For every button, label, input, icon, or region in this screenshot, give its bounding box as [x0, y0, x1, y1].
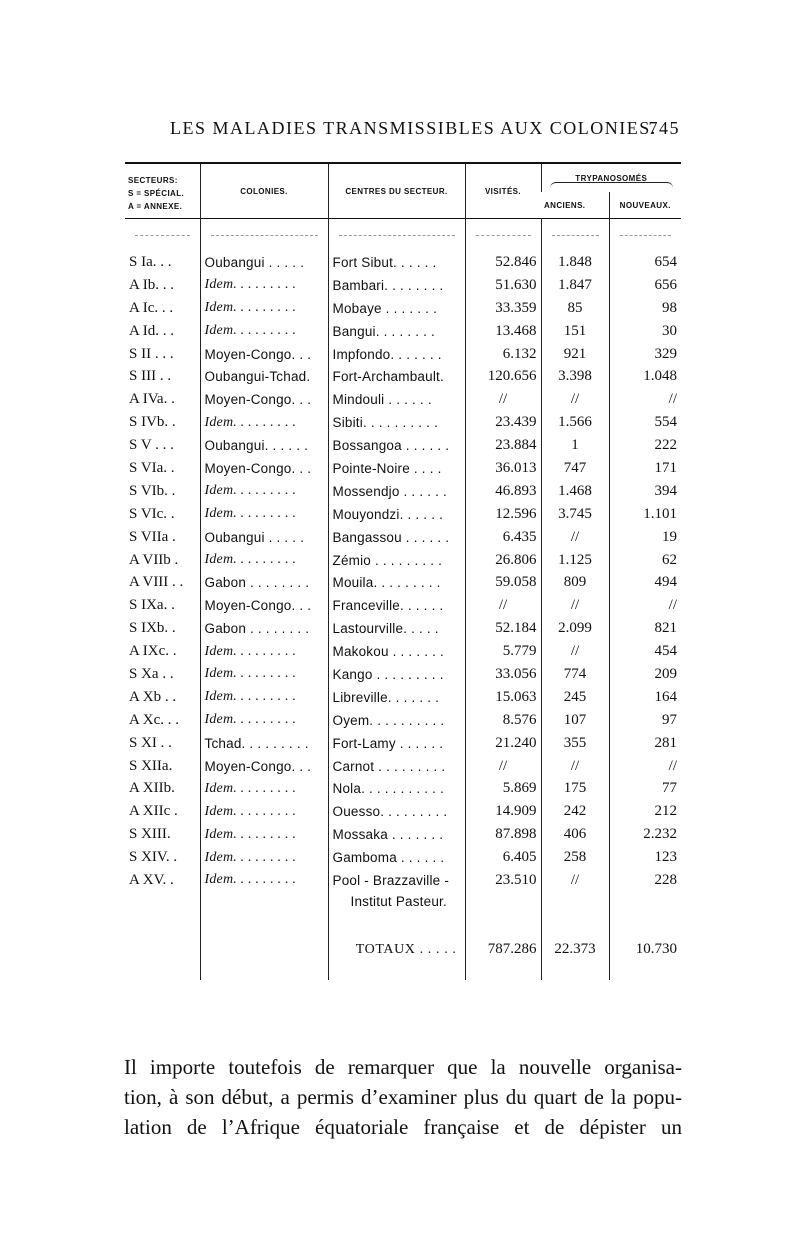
- nouveaux-cell: 171: [609, 457, 681, 480]
- anciens-cell: 3.745: [541, 503, 609, 526]
- table-row: [125, 365, 681, 388]
- anciens-cell: 107: [541, 709, 609, 732]
- centre-cell: Mossaka . . . . . . .: [328, 823, 465, 846]
- centre-cell: Makokou . . . . . . .: [328, 640, 465, 663]
- colony-cell: Idem. . . . . . . . .: [200, 800, 328, 823]
- centre-cell: Pool - Brazzaville -: [328, 869, 465, 892]
- table-row: [125, 503, 681, 526]
- nouveaux-cell: 98: [609, 297, 681, 320]
- visited-cell: //: [465, 755, 541, 778]
- empty-cell: [609, 892, 681, 912]
- divider: [552, 235, 599, 236]
- sector-cell: A XIIb.: [129, 780, 175, 797]
- anciens-cell: //: [541, 869, 609, 892]
- colony-cell: Idem. . . . . . . . .: [200, 480, 328, 503]
- divider: [211, 235, 318, 236]
- sector-cell: A Ic. . .: [129, 299, 174, 316]
- header-visites: VISITÉS.: [465, 163, 541, 219]
- colony-cell: Idem. . . . . . . . .: [200, 297, 328, 320]
- table-row: [125, 411, 681, 434]
- table-row: [125, 549, 681, 572]
- nouveaux-cell: 454: [609, 640, 681, 663]
- page-number: 745: [648, 118, 680, 138]
- colony-cell: Oubangui. . . . . .: [200, 434, 328, 457]
- visited-cell: 5.869: [465, 777, 541, 800]
- totals-anciens: 22.373: [541, 912, 609, 980]
- header-trypanosomes-label: TRYPANOSOMÉS: [575, 173, 648, 183]
- colony-cell: Oubangui . . . . .: [200, 251, 328, 274]
- anciens-cell: //: [541, 755, 609, 778]
- colony-cell: Gabon . . . . . . . .: [200, 617, 328, 640]
- centre-cell: Bossangoa . . . . . .: [328, 434, 465, 457]
- sector-cell: A IVa. .: [129, 391, 175, 408]
- anciens-cell: //: [541, 388, 609, 411]
- centre-cell: Impfondo. . . . . . .: [328, 343, 465, 366]
- table-row: [125, 755, 681, 778]
- divider: [476, 235, 531, 236]
- anciens-cell: 355: [541, 732, 609, 755]
- table-row: [125, 320, 681, 343]
- colony-cell: Idem. . . . . . . . .: [200, 663, 328, 686]
- running-head: [128, 118, 680, 142]
- sector-cell: A IXc. .: [129, 643, 177, 660]
- centre-cell: Bangui. . . . . . . .: [328, 320, 465, 343]
- table-row: [125, 526, 681, 549]
- centre-cell: Gamboma . . . . . .: [328, 846, 465, 869]
- visited-cell: 12.596: [465, 503, 541, 526]
- colony-cell: Idem. . . . . . . . .: [200, 320, 328, 343]
- colony-cell: Idem. . . . . . . . .: [200, 411, 328, 434]
- nouveaux-cell: 212: [609, 800, 681, 823]
- sector-cell: S IXb. .: [129, 620, 176, 637]
- table-row: [125, 663, 681, 686]
- visited-cell: 51.630: [465, 274, 541, 297]
- visited-cell: 23.510: [465, 869, 541, 892]
- anciens-cell: 1.566: [541, 411, 609, 434]
- table-row: [125, 251, 681, 274]
- nouveaux-cell: //: [609, 594, 681, 617]
- sector-cell: S XIV. .: [129, 849, 178, 866]
- anciens-cell: 3.398: [541, 365, 609, 388]
- nouveaux-cell: 209: [609, 663, 681, 686]
- table-row: [125, 732, 681, 755]
- table-row: [125, 640, 681, 663]
- divider: [135, 235, 190, 236]
- table-row: [125, 777, 681, 800]
- colony-cell: Gabon . . . . . . . .: [200, 571, 328, 594]
- table-row: [125, 297, 681, 320]
- nouveaux-cell: 494: [609, 571, 681, 594]
- visited-cell: 13.468: [465, 320, 541, 343]
- anciens-cell: //: [541, 594, 609, 617]
- table-row: [125, 571, 681, 594]
- totals-nouveaux: 10.730: [609, 912, 681, 980]
- nouveaux-cell: 164: [609, 686, 681, 709]
- nouveaux-cell: 19: [609, 526, 681, 549]
- nouveaux-cell: 222: [609, 434, 681, 457]
- table-row-continuation: [125, 892, 681, 912]
- visited-cell: 52.846: [465, 251, 541, 274]
- anciens-cell: 1.848: [541, 251, 609, 274]
- colony-cell: Moyen-Congo. . .: [200, 457, 328, 480]
- sector-cell: A Id. . .: [129, 322, 174, 339]
- colony-cell: Idem. . . . . . . . .: [200, 823, 328, 846]
- table-row: [125, 388, 681, 411]
- empty-cell: [465, 892, 541, 912]
- visited-cell: 46.893: [465, 480, 541, 503]
- visited-cell: 59.058: [465, 571, 541, 594]
- header-colonies: COLONIES.: [200, 163, 328, 219]
- centre-cell: Mouila. . . . . . . . .: [328, 571, 465, 594]
- colony-cell: Moyen-Congo. . .: [200, 755, 328, 778]
- colony-cell: Moyen-Congo. . .: [200, 594, 328, 617]
- sector-cell: A Xb . .: [129, 688, 177, 705]
- visited-cell: 14.909: [465, 800, 541, 823]
- anciens-cell: 1.468: [541, 480, 609, 503]
- visited-cell: 36.013: [465, 457, 541, 480]
- visited-cell: 52.184: [465, 617, 541, 640]
- body-line: tion, à son début, a permis d’examiner plus du quart de la popu-: [124, 1085, 682, 1109]
- anciens-cell: 85: [541, 297, 609, 320]
- table-row: [125, 594, 681, 617]
- colony-cell: Idem. . . . . . . . .: [200, 846, 328, 869]
- centre-cell: Fort Sibut. . . . . .: [328, 251, 465, 274]
- anciens-cell: 1.125: [541, 549, 609, 572]
- nouveaux-cell: 97: [609, 709, 681, 732]
- table-body: [125, 219, 681, 980]
- anciens-cell: 151: [541, 320, 609, 343]
- visited-cell: 6.132: [465, 343, 541, 366]
- sector-cell: S VIIa .: [129, 528, 176, 545]
- centre-cell: Mindouli . . . . . .: [328, 388, 465, 411]
- sector-cell: A VIIb .: [129, 551, 179, 568]
- colony-cell: Idem. . . . . . . . .: [200, 709, 328, 732]
- anciens-cell: 406: [541, 823, 609, 846]
- centre-cell: Libreville. . . . . . .: [328, 686, 465, 709]
- sector-cell: S Xa . .: [129, 665, 174, 682]
- table-row: [125, 434, 681, 457]
- running-title: LES MALADIES TRANSMISSIBLES AUX COLONIES.: [170, 118, 657, 138]
- centre-cell: Ouesso. . . . . . . . .: [328, 800, 465, 823]
- nouveaux-cell: 329: [609, 343, 681, 366]
- anciens-cell: 245: [541, 686, 609, 709]
- nouveaux-cell: 656: [609, 274, 681, 297]
- centre-cell: Fort-Lamy . . . . . .: [328, 732, 465, 755]
- nouveaux-cell: 1.048: [609, 365, 681, 388]
- anciens-cell: 1.847: [541, 274, 609, 297]
- anciens-cell: 175: [541, 777, 609, 800]
- visited-cell: 33.056: [465, 663, 541, 686]
- anciens-cell: 242: [541, 800, 609, 823]
- sector-cell: S IXa. .: [129, 597, 175, 614]
- nouveaux-cell: 228: [609, 869, 681, 892]
- table-row: [125, 823, 681, 846]
- table-row: [125, 617, 681, 640]
- sector-cell: A XIIc .: [129, 803, 178, 820]
- centre-continuation-cell: Institut Pasteur.: [328, 892, 465, 912]
- colony-cell: Idem. . . . . . . . .: [200, 777, 328, 800]
- visited-cell: 23.884: [465, 434, 541, 457]
- nouveaux-cell: 77: [609, 777, 681, 800]
- visited-cell: 6.435: [465, 526, 541, 549]
- anciens-cell: 2.099: [541, 617, 609, 640]
- centre-cell: Mobaye . . . . . . .: [328, 297, 465, 320]
- brace-icon: [550, 182, 674, 189]
- table-row: [125, 709, 681, 732]
- colony-cell: Moyen-Congo. . .: [200, 343, 328, 366]
- nouveaux-cell: 62: [609, 549, 681, 572]
- nouveaux-cell: 821: [609, 617, 681, 640]
- spacer-row: [125, 219, 681, 252]
- visited-cell: 8.576: [465, 709, 541, 732]
- nouveaux-cell: 394: [609, 480, 681, 503]
- centre-cell: Lastourville. . . . .: [328, 617, 465, 640]
- centre-cell: Pointe-Noire . . . .: [328, 457, 465, 480]
- centre-cell: Fort-Archambault.: [328, 365, 465, 388]
- nouveaux-cell: 30: [609, 320, 681, 343]
- table-row: [125, 686, 681, 709]
- body-line: lation de l’Afrique équatoriale française et de dépister un: [124, 1115, 682, 1139]
- colony-cell: Idem. . . . . . . . .: [200, 274, 328, 297]
- empty-cell: [125, 892, 200, 912]
- body-line: Il importe toutefois de remarquer que la nouvelle organisa-: [124, 1055, 682, 1079]
- table-row: [125, 869, 681, 892]
- nouveaux-cell: //: [609, 755, 681, 778]
- table-row: [125, 800, 681, 823]
- divider: [620, 235, 672, 236]
- sector-cell: S III . .: [129, 368, 172, 385]
- colony-cell: Idem. . . . . . . . .: [200, 503, 328, 526]
- anciens-cell: //: [541, 640, 609, 663]
- sector-cell: S VIb. .: [129, 482, 176, 499]
- visited-cell: //: [465, 594, 541, 617]
- visited-cell: 120.656: [465, 365, 541, 388]
- sector-cell: S XI . .: [129, 734, 172, 751]
- nouveaux-cell: 2.232: [609, 823, 681, 846]
- visited-cell: 15.063: [465, 686, 541, 709]
- nouveaux-cell: 1.101: [609, 503, 681, 526]
- colony-cell: Tchad. . . . . . . . .: [200, 732, 328, 755]
- centre-cell: Oyem. . . . . . . . . .: [328, 709, 465, 732]
- nouveaux-cell: //: [609, 388, 681, 411]
- colony-cell: Idem. . . . . . . . .: [200, 686, 328, 709]
- sector-cell: A Ib. . .: [129, 276, 174, 293]
- header-secteurs-line2: S = SPÉCIAL.: [128, 188, 185, 198]
- table-row: [125, 480, 681, 503]
- centre-cell: Bambari. . . . . . . .: [328, 274, 465, 297]
- table-row: [125, 274, 681, 297]
- totals-label: TOTAUX . . . . .: [328, 912, 465, 980]
- colony-cell: Idem. . . . . . . . .: [200, 549, 328, 572]
- table-row: [125, 457, 681, 480]
- centre-cell: Mouyondzi. . . . . .: [328, 503, 465, 526]
- header-trypanosomes: [541, 163, 681, 192]
- colony-cell: Idem. . . . . . . . .: [200, 869, 328, 892]
- header-nouveaux: NOUVEAUX.: [609, 192, 681, 219]
- table-head: [125, 163, 681, 219]
- centre-cell: Nola. . . . . . . . . . .: [328, 777, 465, 800]
- table-row: [125, 846, 681, 869]
- visited-cell: 33.359: [465, 297, 541, 320]
- visited-cell: 21.240: [465, 732, 541, 755]
- centre-cell: Sibiti. . . . . . . . . .: [328, 411, 465, 434]
- empty-cell: [125, 912, 200, 980]
- anciens-cell: //: [541, 526, 609, 549]
- nouveaux-cell: 554: [609, 411, 681, 434]
- header-secteurs-line1: SECTEURS:: [128, 175, 178, 185]
- visited-cell: 5.779: [465, 640, 541, 663]
- totals-visited: 787.286: [465, 912, 541, 980]
- empty-cell: [541, 892, 609, 912]
- sector-cell: A XV. .: [129, 871, 174, 888]
- colony-cell: Idem. . . . . . . . .: [200, 640, 328, 663]
- sector-cell: S XIIa.: [129, 757, 173, 774]
- colony-cell: Oubangui . . . . .: [200, 526, 328, 549]
- visited-cell: 23.439: [465, 411, 541, 434]
- nouveaux-cell: 654: [609, 251, 681, 274]
- anciens-cell: 921: [541, 343, 609, 366]
- trypanosomiasis-table: [125, 162, 681, 980]
- sector-cell: S II . . .: [129, 345, 174, 362]
- totals-row: [125, 912, 681, 980]
- colony-cell: Oubangui-Tchad.: [200, 365, 328, 388]
- nouveaux-cell: 281: [609, 732, 681, 755]
- visited-cell: //: [465, 388, 541, 411]
- centre-cell: Carnot . . . . . . . . .: [328, 755, 465, 778]
- sector-cell: S V . . .: [129, 437, 174, 454]
- anciens-cell: 258: [541, 846, 609, 869]
- sector-cell: S VIc. .: [129, 505, 175, 522]
- centre-cell: Mossendjo . . . . . .: [328, 480, 465, 503]
- visited-cell: 26.806: [465, 549, 541, 572]
- sector-cell: A VIII . .: [129, 574, 184, 591]
- empty-cell: [200, 912, 328, 980]
- centre-cell: Franceville. . . . . .: [328, 594, 465, 617]
- header-secteurs: [125, 163, 200, 219]
- divider: [339, 235, 455, 236]
- anciens-cell: 809: [541, 571, 609, 594]
- visited-cell: 87.898: [465, 823, 541, 846]
- visited-cell: 6.405: [465, 846, 541, 869]
- centre-cell: Kango . . . . . . . . .: [328, 663, 465, 686]
- nouveaux-cell: 123: [609, 846, 681, 869]
- sector-cell: A Xc. . .: [129, 711, 179, 728]
- table-row: [125, 343, 681, 366]
- sector-cell: S IVb. .: [129, 414, 176, 431]
- anciens-cell: 747: [541, 457, 609, 480]
- centre-cell: Bangassou . . . . . .: [328, 526, 465, 549]
- header-secteurs-line3: A = ANNEXE.: [128, 201, 183, 211]
- sector-cell: S XIII.: [129, 826, 171, 843]
- empty-cell: [200, 892, 328, 912]
- anciens-cell: 1: [541, 434, 609, 457]
- body-paragraph: [124, 1052, 682, 1142]
- colony-cell: Moyen-Congo. . .: [200, 388, 328, 411]
- centre-cell: Zémio . . . . . . . . .: [328, 549, 465, 572]
- anciens-cell: 774: [541, 663, 609, 686]
- header-centres: CENTRES DU SECTEUR.: [328, 163, 465, 219]
- sector-cell: S Ia. . .: [129, 253, 172, 270]
- sector-cell: S VIa. .: [129, 459, 175, 476]
- header-anciens: ANCIENS.: [544, 200, 586, 210]
